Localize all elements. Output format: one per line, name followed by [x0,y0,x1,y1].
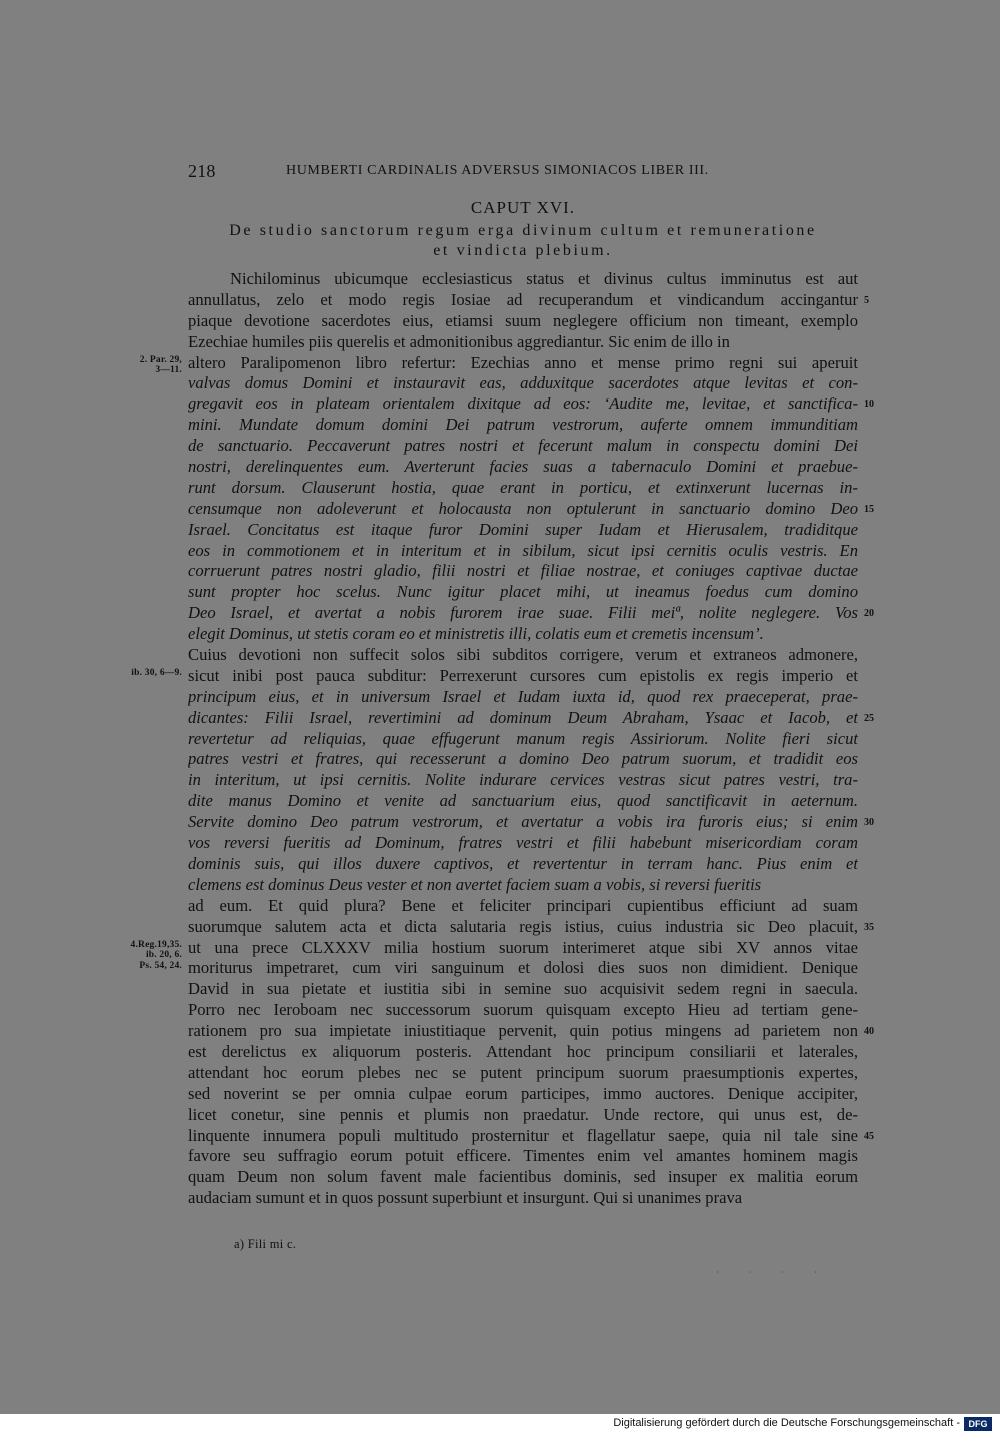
chapter-subtitle [188,221,858,261]
text-line: piaque devotione sacerdotes eius, etiamsi suum neglegere officium non timeant, exemplo [188,310,858,330]
footnote: a) Fili mi c. [234,1237,297,1251]
text-line: censumque non adoleverunt et holocausta non optulerunt in sanctuario domino Deo [188,498,858,518]
text-line: Nichilominus ubicumque ecclesiasticus status et divinus cultus imminutus est aut [230,269,858,288]
scripture-reference-line: ib. 20, 6. [145,949,182,960]
print-specks: · · · · [716,1268,831,1277]
text-line: favore seu suffragio eorum potuit efficere. Timentes enim vel amantes hominem magis [188,1146,858,1166]
text-line: Porro nec Ieroboam nec successorum suorum quisquam excepto Hieu ad tertiam gene- [188,1000,858,1020]
line-number: 10 [864,399,874,411]
text-line: runt dorsum. Clauserunt hostia, quae erant in porticu, et extinxerunt lucernas in- [188,477,858,497]
text-line: dite manus Domino et venite ad sanctuarium eius, quod sanctificavit in aeternum. [188,791,858,811]
text-line: altero Paralipomenon libro refertur: Ezechias anno et mense primo regni sui aperuit [188,352,858,372]
text-line: attendant hoc eorum plebes nec se putent principum suorum praesumptionis expertes, [188,1062,858,1082]
running-title: HUMBERTI CARDINALIS ADVERSUS SIMONIACOS LIBER III. [286,163,709,178]
line-number: 20 [864,608,874,620]
text-line: linquente innumera populi multitudo prosternitur et flagellatur saepe, quia nil tale sine [188,1125,858,1145]
text-line: ad eum. Et quid plura? Bene et feliciter principari cupientibus efficiunt ad suam [188,895,858,915]
running-head [188,161,858,183]
page-number: 218 [188,161,216,181]
text-line: Cuius devotioni non suffecit solos sibi subditos corrigere, verum et extraneos admonere, [188,645,858,665]
digitization-credit: Digitalisierung gefördert durch die Deutsche Forschungsgemeinschaft - [613,1417,960,1429]
text-line: elegit Dominus, ut stetis coram eo et ministretis illi, colatis eum et cremetis incensum’. [188,624,764,644]
scripture-reference-line: 3—11. [155,364,182,375]
text-line: ut una prece CLXXXV milia hostium suorum interimeret atque sibi XV annos vitae [188,937,858,957]
text-line: moriturus impetraret, cum viri sanguinum et dolosi dies suos non dimidient. Denique [188,958,858,978]
text-line: in interitum, ut ipsi cernitis. Nolite indurare cervices vestras sicut patres vestri, tra- [188,770,858,790]
scripture-reference [112,961,182,971]
line-number: 15 [864,503,874,515]
line-number: 30 [864,817,874,829]
text-line: sunt propter hoc scelus. Nunc igitur placet mihi, ut ineamus foedus cum domino [188,582,858,602]
text-line: eos in commotionem et in interitum et in sibilum, sicut ipsi cernitis oculis vestris. En [188,540,858,560]
text-line: mini. Mundate domum domini Dei patrum vestrorum, auferte omnem immunditiam [188,415,858,435]
scripture-reference [112,940,182,960]
scripture-reference-line: 4.Reg.19,35. [130,939,182,950]
chapter-subtitle-line-2: et vindicta plebium. [433,242,613,259]
text-line: audaciam sumunt et in quos possunt superbiunt et insurgunt. Qui si unanimes prava [188,1188,743,1208]
scripture-reference-line: Ps. 54, 24. [139,960,182,971]
text-line: sed noverint se per omnia culpae eorum participes, immo auctores. Denique accipiter, [188,1083,858,1103]
scripture-reference [112,355,182,375]
text-line: suorumque salutem acta et dicta salutaria regis istius, cuius industria sic Deo placuit, [188,916,858,936]
line-number: 25 [864,712,874,724]
text-line: valvas domus Domini et instauravit eas, adduxitque sacerdotes atque levitas et con- [188,373,858,393]
text-line: principum eius, et in universum Israel et Iudam iuxta id, quod rex praeceperat, prae- [188,686,858,706]
scripture-reference-line: 2. Par. 29, [139,354,182,365]
line-number: 5 [864,294,869,306]
text-line: Deo Israel, et avertat a nobis furorem irae suae. Filii meiª, nolite neglegere. Vos [188,603,858,623]
text-line: dominis suis, qui illos duxere captivos, et revertentur in terram hanc. Pius enim et [188,853,858,873]
text-line: de sanctuario. Peccaverunt patres nostri et fecerunt malum in conspectu domini Dei [188,436,858,456]
text-line: dicantes: Filii Israel, revertimini ad dominum Deum Abraham, Ysaac et Iacob, et [188,707,858,727]
text-line: Ezechiae humiles piis querelis et admonitionibus aggrediantur. Sic enim de illo in [188,331,730,351]
text-line: David in sua pietate et iustitia sibi in semine suo acquisivit sedem regni in saecula. [188,979,858,999]
text-line: corruerunt patres nostri gladio, filii nostri et filiae nostrae, et coniuges captivae ductae [188,561,858,581]
text-line: vos reversi fueritis ad Dominum, fratres vestri et filii habebunt misericordiam coram [188,833,858,853]
text-line: licet conetur, sine pennis et plumis non praedatur. Unde rectore, qui unus est, de- [188,1104,858,1124]
scripture-reference [112,668,182,678]
scripture-reference-line: ib. 30, 6—9. [131,668,182,679]
text-line: nostri, derelinquentes eum. Averterunt facies suas a tabernaculo Domini et praebue- [188,457,858,477]
digitization-credit-bar [0,1414,1000,1434]
text-line: patres vestri et fratres, qui recesserunt a domino Deo patrum suorum, et tradidit eos [188,749,858,769]
text-line: est derelictus ex aliquorum posteris. Attendant hoc principum consiliarii et laterales, [188,1041,858,1061]
body-text [188,269,858,1209]
text-line: quam Deum non solum favent male facientibus dominis, sed insuper ex malitia eorum [188,1167,858,1187]
text-line: clemens est dominus Deus vester et non avertet faciem suam a vobis, si reversi fueritis [188,874,762,894]
text-line: sicut inibi post pauca subditur: Perrexerunt cursores cum epistolis ex regis imperio et [188,665,858,685]
text-line: Servite domino Deo patrum vestrorum, et avertatur a vobis ira furoris eius; si enim [188,812,858,832]
text-line: revertetur ad reliquias, quae effugerunt manum regis Assiriorum. Nolite fieri sicut [188,728,858,748]
text-line: Israel. Concitatus est itaque furor Domini super Iudam et Hierusalem, tradiditque [188,519,858,539]
chapter-title: CAPUT XVI. [470,198,576,217]
line-number: 40 [864,1026,874,1038]
chapter-subtitle-line-1: De studio sanctorum regum erga divinum cultum et remuneratione [229,222,817,239]
line-number: 35 [864,921,874,933]
text-line: gregavit eos in plateam orientalem dixitque ad eos: ‘Audite me, levitae, et sanctifica- [188,394,858,414]
text-line: rationem pro sua impietate iniustitiaque pervenit, quin potius mingens ad parietem non [188,1021,858,1041]
dfg-logo: DFG [964,1417,992,1431]
line-number: 45 [864,1130,874,1142]
text-line: annullatus, zelo et modo regis Iosiae ad recuperandum et vindicandum accingantur [188,289,858,309]
